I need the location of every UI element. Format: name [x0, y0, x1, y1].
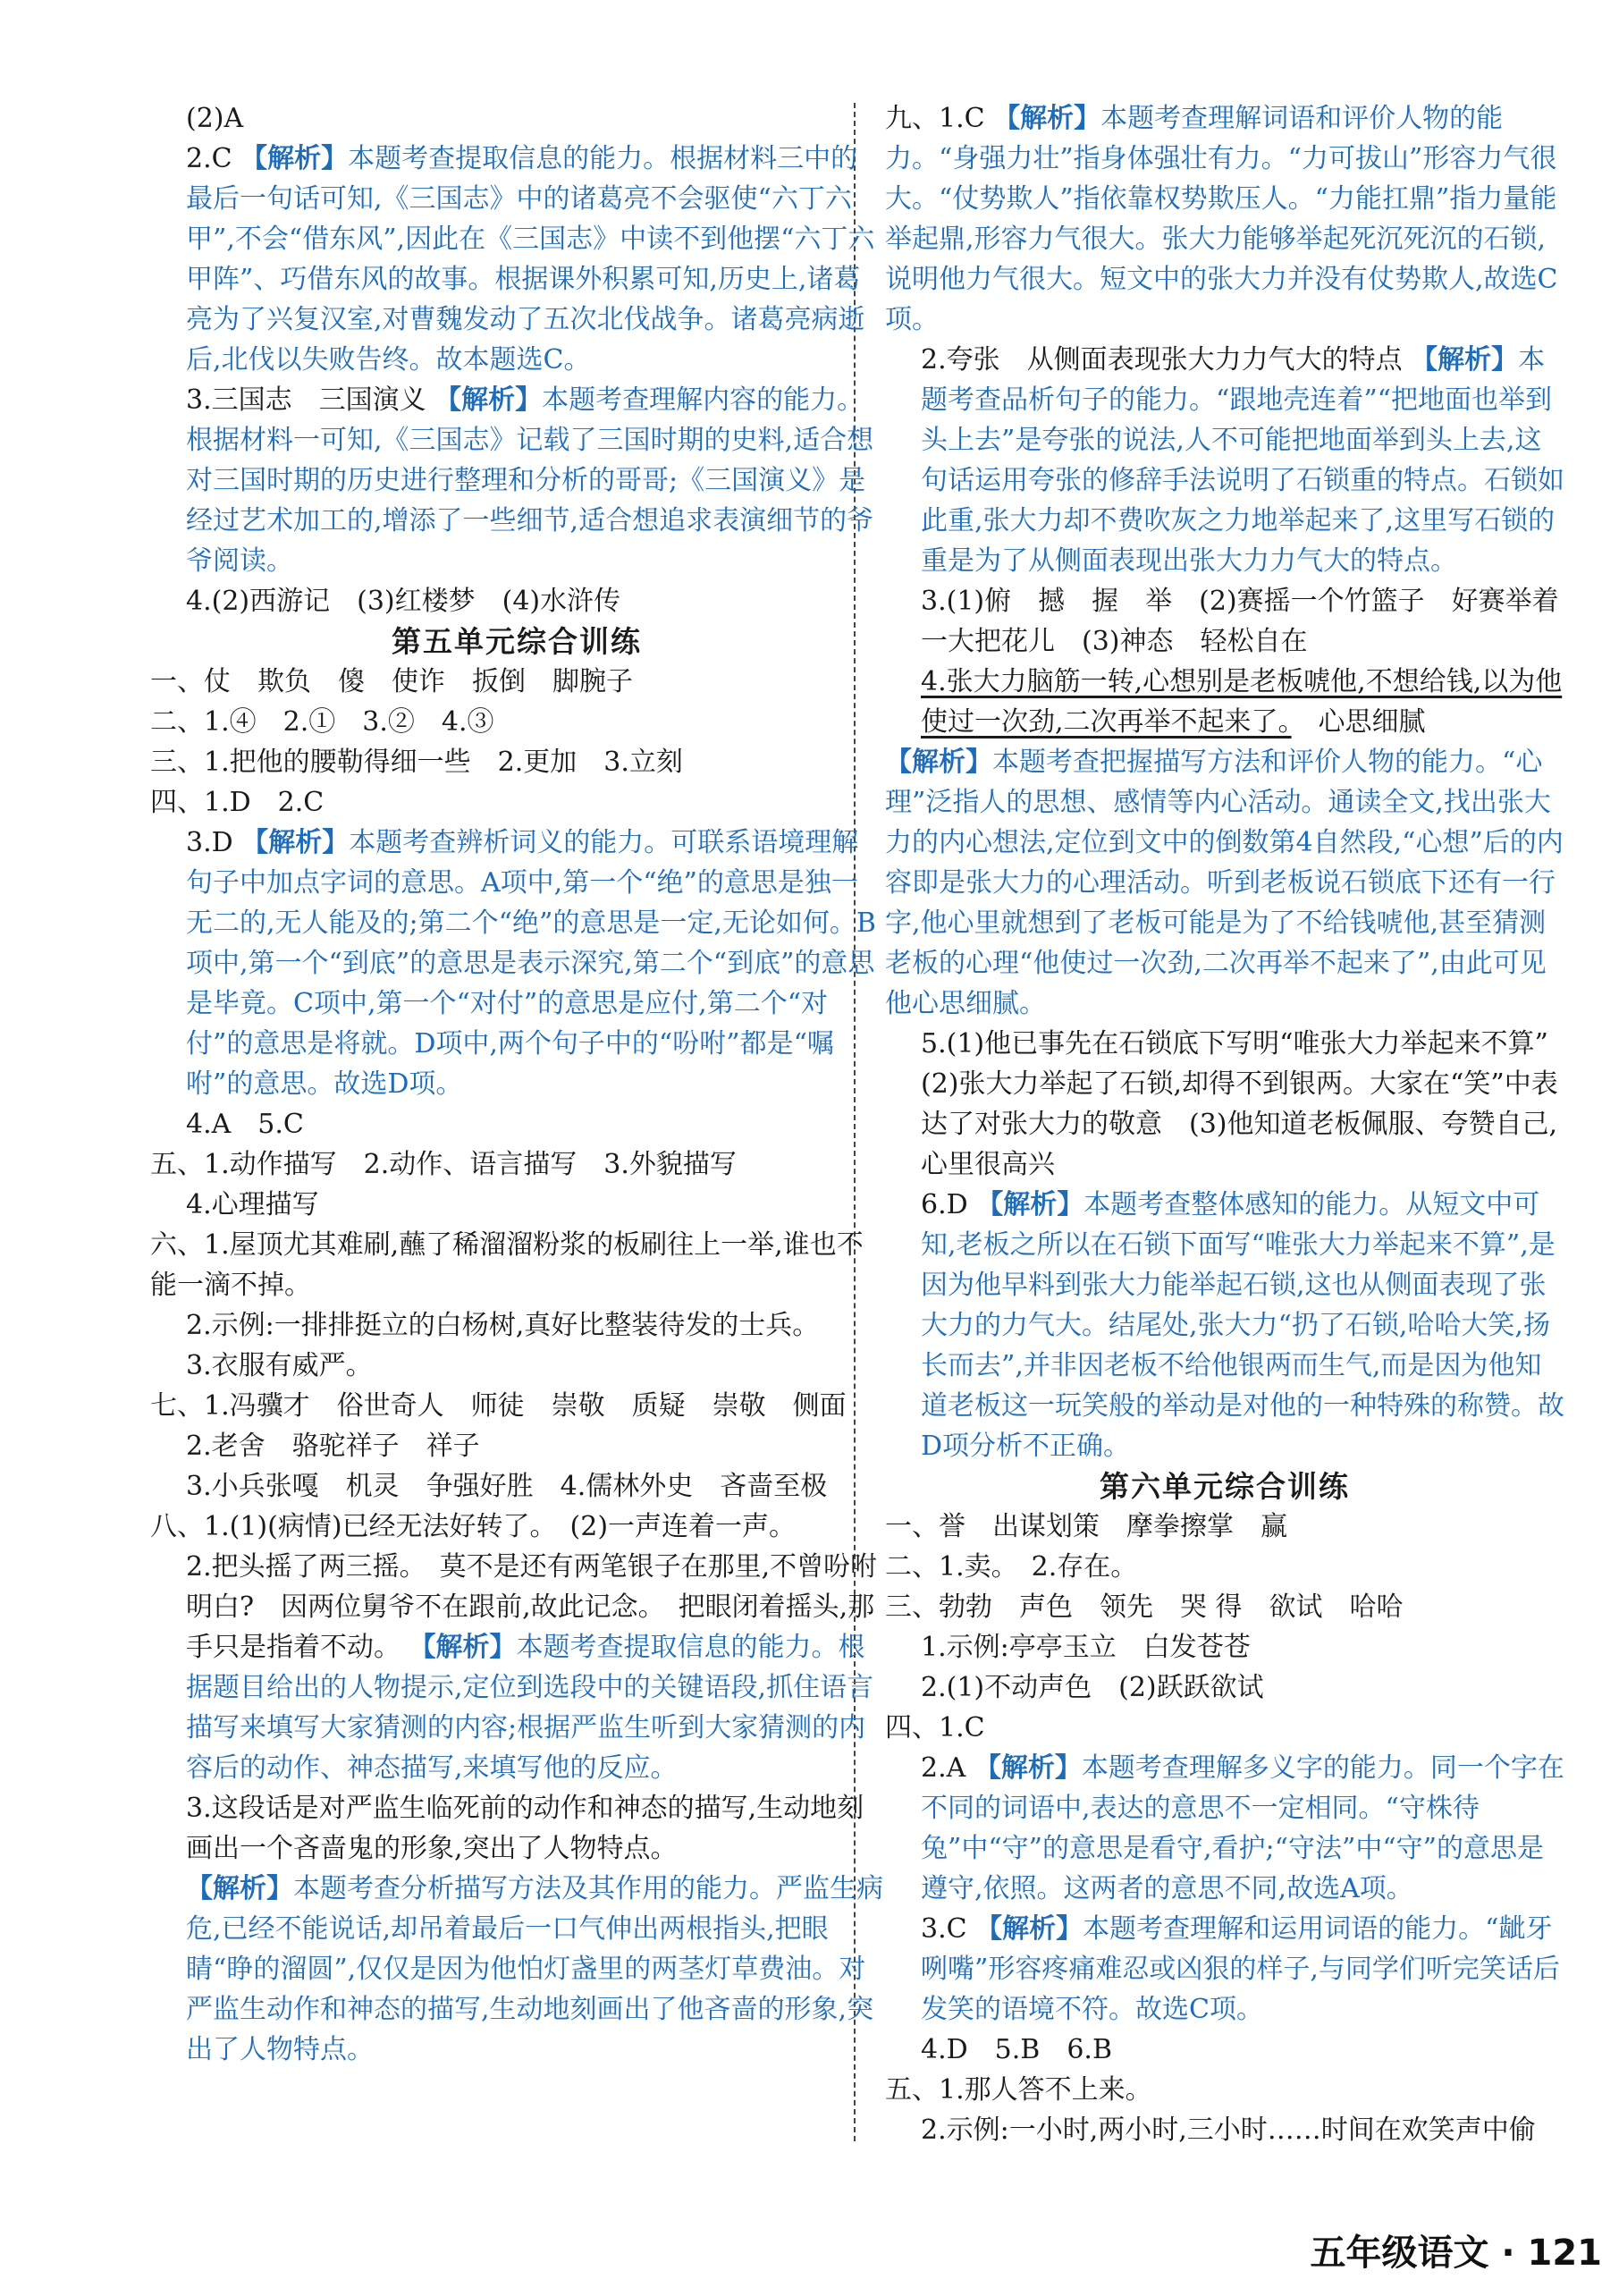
answer-line: 3.(1)俯 撼 握 举 (2)赛摇一个竹篮子 好赛举着一大把花儿 (3)神态 轻松自在 — [921, 586, 1559, 657]
answer-line: 七、1.冯骥才 俗世奇人 师徒 崇敬 质疑 崇敬 侧面 — [150, 1390, 847, 1422]
analysis-tag: 【解析】 — [975, 1913, 1083, 1945]
answer-number: 6.D — [921, 1189, 968, 1220]
answer-line: 2.示例:一小时,两小时,三小时……时间在欢笑声中偷 — [921, 2115, 1536, 2146]
answer-line: 4.A 5.C — [186, 1109, 304, 1140]
answer-number: 3.三国志 三国演义 — [186, 384, 426, 416]
analysis-tag: 【解析】 — [434, 384, 543, 416]
answer-line: 五、1.动作描写 2.动作、语言描写 3.外貌描写 — [150, 1149, 737, 1180]
answer-block — [150, 139, 883, 380]
answer-block — [885, 1185, 1564, 1466]
analysis-text: 本题考查品析句子的能力。“跟地壳连着”“把地面也举到头上去”是夸张的说法,人不可能把地面举到头上去,这句话运用夸张的修辞手法说明了石锁重的特点。石锁如此重,张大力却不费吹灰之力地举起来了,这里写石锁的重是为了从侧面表现出张大力力气大的特点。 — [921, 344, 1564, 577]
answer-line: 一、誉 出谋划策 摩拳擦掌 赢 — [885, 1511, 1287, 1542]
answer-number: 3.C — [921, 1913, 967, 1945]
answer-line: (2)A — [186, 103, 244, 134]
answer-number: 2.C — [186, 143, 232, 174]
analysis-tag: 【解析】 — [241, 827, 350, 858]
analysis-tag: 【解析】 — [885, 747, 992, 778]
analysis-text: 本题考查整体感知的能力。从短文中可知,老板之所以在石锁下面写“唯张大力举起来不算”,是因为他早料到张大力能举起石锁,这也从侧面表现了张大力的力气大。结尾处,张大力“扔了石锁,哈哈大笑,扬长而去”,并非因老板不给他银两而生气,而是因为他知道老板这一玩笑般的举动是对他的一种特殊的称赞。故D项分析不正确。 — [921, 1189, 1564, 1462]
underlined-answer: 4.张大力脑筋一转,心想别是老板唬他,不想给钱,以为他使过一次劲,二次再举不起来了。 — [921, 666, 1563, 738]
answer-line: 2.(1)不动声色 (2)跃跃欲试 — [921, 1672, 1264, 1703]
answer-text: 心思细腻 — [1291, 706, 1426, 738]
answer-line: 1.示例:亭亭玉立 白发苍苍 — [921, 1632, 1251, 1663]
answer-line: 四、1.D 2.C — [150, 787, 325, 818]
answer-text: 2.把头摇了两三摇。 莫不是还有两笔银子在那里,不曾吩咐明白? 因两位舅爷不在跟前,故此记念。 把眼闭着摇头,那手只是指着不动。 — [186, 1551, 878, 1663]
answer-line: 2.老舍 骆驼祥子 祥子 — [186, 1431, 480, 1462]
answer-line: 3.小兵张嘎 机灵 争强好胜 4.儒林外史 吝啬至极 — [186, 1471, 828, 1502]
answer-number: 2.A — [921, 1752, 966, 1784]
answer-block — [885, 1909, 1564, 2030]
answer-line: 3.这段话是对严监生临死前的动作和神态的描写,生动地刻画出一个吝啬鬼的形象,突出了人物特点。 — [186, 1793, 864, 1864]
answer-line: 一、仗 欺负 傻 使诈 扳倒 脚腕子 — [150, 666, 633, 697]
right-column — [885, 98, 1575, 2150]
answer-line: 2.示例:一排排挺立的白杨树,真好比整装待发的士兵。 — [186, 1310, 820, 1341]
answer-line: 五、1.那人答不上来。 — [885, 2074, 1152, 2106]
analysis-tag: 【解析】 — [993, 103, 1101, 134]
answer-line: 六、1.屋顶尤其难刷,蘸了稀溜溜粉浆的板刷往上一举,谁也不能一滴不掉。 — [150, 1229, 864, 1301]
analysis-tag: 【解析】 — [409, 1632, 517, 1663]
analysis-text: 本题考查理解多义字的能力。同一个字在不同的词语中,表达的意思不一定相同。“守株待兔”中“守”的意思是看守,看护;“守法”中“守”的意思是遵守,依照。这两者的意思不同,故选A项。 — [921, 1752, 1564, 1904]
answer-line: 三、勃勃 声色 领先 哭 得 欲试 哈哈 — [885, 1591, 1404, 1623]
answer-block — [150, 823, 883, 1104]
answer-line: 四、1.C — [885, 1712, 985, 1743]
analysis-tag: 【解析】 — [974, 1752, 1082, 1784]
left-column — [150, 98, 883, 2070]
analysis-text: 本题考查分析描写方法及其作用的能力。严监生病危,已经不能说话,却吊着最后一口气伸出两根指头,把眼睛“睁的溜圆”,仅仅是因为他怕灯盏里的两茎灯草费油。对严监生动作和神态的描写,生动地刻画出了他吝啬的形象,突出了人物特点。 — [186, 1873, 883, 2065]
analysis-tag: 【解析】 — [186, 1873, 293, 1904]
analysis-tag: 【解析】 — [1411, 344, 1519, 376]
section-title: 第五单元综合训练 — [392, 624, 642, 659]
answer-line: 三、1.把他的腰勒得细一些 2.更加 3.立刻 — [150, 747, 683, 778]
answer-block — [885, 742, 1564, 1024]
answer-block — [885, 98, 1564, 340]
answer-number: 九、1.C — [885, 103, 985, 134]
answer-block — [150, 380, 883, 581]
analysis-text: 本题考查提取信息的能力。根据材料三中的最后一句话可知,《三国志》中的诸葛亮不会驱使“六丁六甲”,不会“借东风”,因此在《三国志》中读不到他摆“六丁六甲阵”、巧借东风的故事。根据课外积累可知,历史上,诸葛亮为了兴复汉室,对曹魏发动了五次北伐战争。诸葛亮病逝后,北伐以失败告终。故本题选C。 — [186, 143, 875, 376]
page-footer: 五年级语文 · 121 — [1310, 2233, 1602, 2274]
section-title: 第六单元综合训练 — [1100, 1469, 1350, 1504]
analysis-tag: 【解析】 — [976, 1189, 1084, 1220]
analysis-text: 本题考查辨析词义的能力。可联系语境理解句子中加点字词的意思。A项中,第一个“绝”的意思是独一无二的,无人能及的;第二个“绝”的意思是一定,无论如何。B项中,第一个“到底”的意思是表示深究,第二个“到底”的意思是毕竟。C项中,第一个“对付”的意思是应付,第二个“对付”的意思是将就。D项中,两个句子中的“吩咐”都是“嘱咐”的意思。故选D项。 — [186, 827, 876, 1100]
answer-block — [150, 1547, 883, 1788]
answer-block — [885, 340, 1564, 581]
analysis-text: 本题考查把握描写方法和评价人物的能力。“心理”泛指人的思想、感情等内心活动。通读全文,找出张大力的内心想法,定位到文中的倒数第4自然段,“心想”后的内容即是张大力的心理活动。听到老板说石锁底下还有一行字,他心里就想到了老板可能是为了不给钱唬他,甚至猜测老板的心理“他使过一次劲,二次再举不起来了”,由此可见他心思细腻。 — [885, 747, 1564, 1019]
answer-line: 二、1.④ 2.① 3.② 4.③ — [150, 706, 494, 738]
answer-block — [150, 1869, 883, 2070]
answer-block — [885, 1748, 1564, 1909]
answer-line: 4.D 5.B 6.B — [921, 2034, 1113, 2065]
analysis-text: 本题考查理解内容的能力。根据材料一可知,《三国志》记载了三国时期的史料,适合想对三国时期的历史进行整理和分析的哥哥;《三国演义》是经过艺术加工的,增添了一些细节,适合想追求表演细节的爷爷阅读。 — [186, 384, 874, 577]
answer-line: 4.(2)西游记 (3)红楼梦 (4)水浒传 — [186, 586, 621, 617]
answer-number: 3.D — [186, 827, 233, 858]
answer-line: 3.衣服有威严。 — [186, 1350, 373, 1381]
answer-line: 八、1.(1)(病情)已经无法好转了。 (2)一声连着一声。 — [150, 1511, 797, 1542]
analysis-text: 本题考查理解词语和评价人物的能力。“身强力壮”指身体强壮有力。“力可拔山”形容力气很大。“仗势欺人”指依靠权势欺压人。“力能扛鼎”指力量能举起鼎,形容力气很大。张大力能够举起死沉死沉的石锁,说明他力气很大。短文中的张大力并没有仗势欺人,故选C项。 — [885, 103, 1558, 335]
answer-block — [885, 662, 1564, 742]
answer-line: 4.心理描写 — [186, 1189, 319, 1220]
answer-number: 2.夸张 从侧面表现张大力力气大的特点 — [921, 344, 1403, 376]
analysis-tag: 【解析】 — [240, 143, 349, 174]
answer-line: 5.(1)他已事先在石锁底下写明“唯张大力举起来不算” (2)张大力举起了石锁,却得不到银两。大家在“笑”中表达了对张大力的敬意 (3)他知道老板佩服、夸赞自己,心里很高兴 — [921, 1028, 1575, 1180]
analysis-text: 本题考查理解和运用词语的能力。“龇牙咧嘴”形容疼痛难忍或凶狠的样子,与同学们听完笑话后发笑的语境不符。故选C项。 — [921, 1913, 1560, 2025]
analysis-text: 本题考查提取信息的能力。根据题目给出的人物提示,定位到选段中的关键语段,抓住语言描写来填写大家猜测的内容;根据严监生听到大家猜测的内容后的动作、神态描写,来填写他的反应。 — [186, 1632, 874, 1784]
answer-line: 二、1.卖。 2.存在。 — [885, 1551, 1138, 1583]
